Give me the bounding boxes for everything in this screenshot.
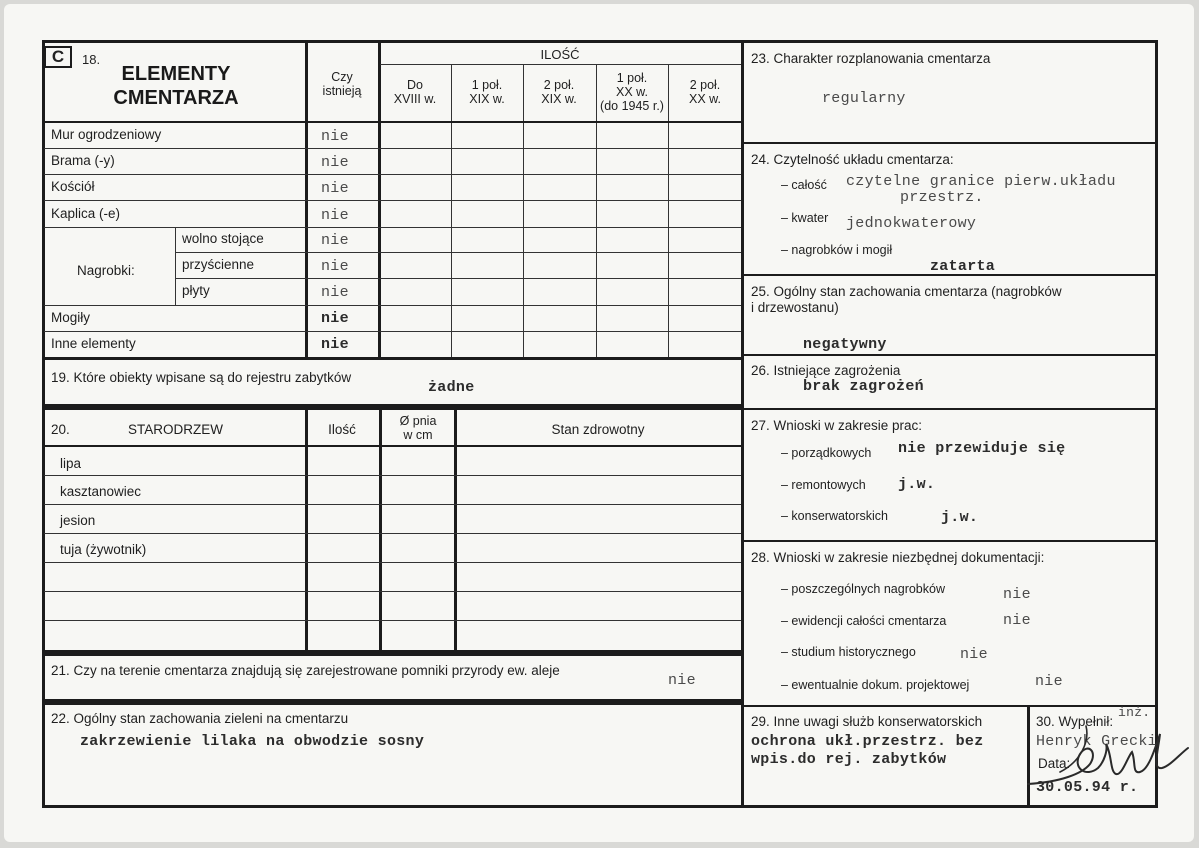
signature-icon: [1020, 712, 1192, 802]
period-header: 2 poł. XIX w.: [541, 78, 577, 106]
element-value: nie: [321, 310, 349, 327]
section-number: 18.: [82, 52, 101, 67]
period-header: 2 poł. XX w.: [689, 78, 721, 106]
trees-diam-header: Ø pnia w cm: [399, 414, 437, 442]
readability-label: 24. Czytelność układu cmentarza:: [751, 152, 954, 167]
readability-whole-answer: przestrz.: [900, 189, 984, 206]
nature-monuments-answer: nie: [668, 672, 696, 689]
section-title: ELEMENTY CMENTARZA: [113, 63, 239, 109]
element-label: Inne elementy: [51, 336, 136, 351]
element-label: Mogiły: [51, 310, 91, 325]
period-header: 1 poł. XIX w.: [469, 78, 505, 106]
readability-graves-label: – nagrobków i mogił: [781, 243, 893, 257]
filled-by-name: Henryk Grecki: [1036, 733, 1157, 750]
condition-label: 25. Ogólny stan zachowania cmentarza (nagrobków i drzewostanu): [751, 284, 1062, 315]
quantity-header: ILOŚĆ: [540, 47, 580, 62]
greenery-label: 22. Ogólny stan zachowania zieleni na cmentarzu: [51, 711, 349, 726]
tree-name: tuja (żywotnik): [60, 542, 147, 557]
tree-name: jesion: [60, 513, 96, 528]
date-label: Data:: [1038, 756, 1071, 771]
other-remarks-answer: wpis.do rej. zabytków: [751, 751, 947, 768]
works-label: 27. Wnioski w zakresie prac:: [751, 418, 923, 433]
documentation-item-answer: nie: [1035, 673, 1063, 690]
filled-by-label: 30. Wypełnił:: [1036, 714, 1114, 729]
period-header: 1 poł. XX w. (do 1945 r.): [600, 71, 664, 113]
condition-answer: negatywny: [803, 336, 887, 353]
threats-label: 26. Istniejące zagrożenia: [751, 363, 901, 378]
exists-header: Czy istnieją: [322, 70, 362, 98]
element-value: nie: [321, 336, 349, 353]
trees-qty-header: Ilość: [328, 422, 356, 437]
element-value: nie: [321, 258, 349, 275]
documentation-item-label: – studium historycznego: [781, 645, 916, 659]
documentation-item-answer: nie: [960, 646, 988, 663]
tree-name: lipa: [60, 456, 82, 471]
readability-graves-answer: zatarta: [930, 258, 996, 275]
date-value: 30.05.94 r.: [1036, 779, 1139, 796]
element-value: nie: [321, 128, 349, 145]
element-value: nie: [321, 232, 349, 249]
element-value: nie: [321, 180, 349, 197]
works-item-answer: j.w.: [941, 509, 979, 526]
works-item-answer: nie przewiduje się: [898, 440, 1066, 457]
trees-health-header: Stan zdrowotny: [551, 422, 645, 437]
layout-answer: regularny: [822, 90, 906, 107]
documentation-item-answer: nie: [1003, 586, 1031, 603]
threats-answer: brak zagrożeń: [803, 378, 924, 395]
readability-quarters-answer: jednokwaterowy: [846, 215, 977, 232]
works-item-label: – konserwatorskich: [781, 509, 888, 523]
readability-whole-answer: czytelne granice pierw.układu: [846, 173, 1116, 190]
documentation-item-label: – poszczególnych nagrobków: [781, 582, 945, 596]
element-value: nie: [321, 207, 349, 224]
element-label: przyścienne: [182, 257, 255, 272]
section-letter: C: [44, 46, 72, 68]
tree-name: kasztanowiec: [60, 484, 142, 499]
documentation-item-label: – ewidencji całości cmentarza: [781, 614, 947, 628]
element-label: płyty: [182, 283, 210, 298]
other-remarks-label: 29. Inne uwagi służb konserwatorskich: [751, 714, 983, 729]
nagrobki-label: Nagrobki:: [77, 263, 135, 278]
element-label: Kaplica (-e): [51, 206, 121, 221]
element-label: Brama (-y): [51, 153, 115, 168]
element-value: nie: [321, 154, 349, 171]
documentation-item-answer: nie: [1003, 612, 1031, 629]
documentation-item-label: – ewentualnie dokum. projektowej: [781, 678, 970, 692]
documentation-label: 28. Wnioski w zakresie niezbędnej dokumentacji:: [751, 550, 1045, 565]
element-value: nie: [321, 284, 349, 301]
works-item-label: – porządkowych: [781, 446, 872, 460]
readability-quarters-label: – kwater: [781, 211, 829, 225]
trees-title: STARODRZEW: [128, 422, 223, 437]
registry-label: 19. Które obiekty wpisane są do rejestru zabytków: [51, 370, 352, 385]
readability-whole-label: – całość: [781, 178, 827, 192]
element-label: Mur ogrodzeniowy: [51, 127, 162, 142]
works-item-answer: j.w.: [898, 476, 936, 493]
trees-number: 20.: [51, 422, 70, 437]
element-label: Kościół: [51, 179, 95, 194]
greenery-answer: zakrzewienie lilaka na obwodzie sosny: [80, 733, 425, 750]
layout-label: 23. Charakter rozplanowania cmentarza: [751, 51, 991, 66]
trees-table: [42, 407, 744, 653]
nature-monuments-label: 21. Czy na terenie cmentarza znajdują się zarejestrowane pomniki przyrody ew. aleje: [51, 663, 560, 678]
filled-by-title: inż.: [1118, 705, 1151, 720]
period-header: Do XVIII w.: [393, 78, 437, 106]
element-label: wolno stojące: [182, 231, 264, 246]
works-item-label: – remontowych: [781, 478, 866, 492]
registry-answer: żadne: [428, 379, 475, 396]
other-remarks-answer: ochrona ukł.przestrz. bez: [751, 733, 984, 750]
